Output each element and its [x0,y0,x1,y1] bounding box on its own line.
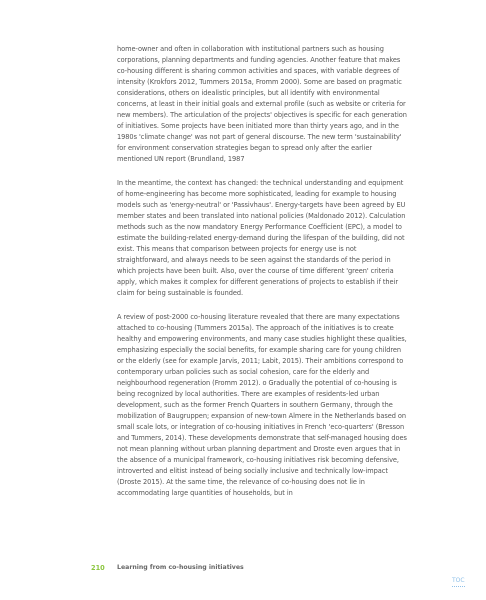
page-number: 210 [91,564,105,572]
running-title: Learning from co-housing initiatives [117,564,244,571]
paragraph: In the meantime, the context has changed: the technical understanding and equipment of home-engineering has become more sophisticated, leading for example to housing models such as 'energy-neutral' or 'Passivhaus'. Energy-targets have been agreed by EU member states and been translated into national policies (Maldonado 2012). Calculation methods such as the now mandatory Energy Performance Coefficient (EPC), a model to estimate the building-related energy-demand during the lifespan of the building, did not exist. This means that comparison between projects for energy use is not straightforward, and always needs to be seen against the standards of the period in which projects have been built. Also, over the course of time different 'green' criteria apply, which makes it complex for different generations of projects to establish if their claim for being sustainable is founded. [117,179,406,297]
page-footer [0,564,486,574]
paragraph: home-owner and often in collaboration with institutional partners such as housing corporations, planning departments and funding agencies. Another feature that makes co-housing different is sharing common activities and spaces, with variable degrees of intensity (Krokfors 2012, Tummers 2015a, Fromm 2000). Some are based on pragmatic considerations, others on idealistic principles, but all identify with environmental concerns, at least in their initial goals and external profile (such as website or criteria for new members). The articulation of the projects' objectives is specific for each generation of initiatives. Some projects have been initiated more than thirty years ago, and in the 1980s 'climate change' was not part of general discourse. The new term 'sustainability' for environment conservation strategies began to spread only after the earlier mentioned UN report (Brundland, 1987 [117,45,407,163]
body-text [117,44,407,512]
paragraph: A review of post-2000 co-housing literature revealed that there are many expectations attached to co-housing (Tummers 2015a). The approach of the initiatives is to create healthy and empowering environments, and many case studies highlight these qualities, emphasizing especially the social benefits, for example sharing care for young children or the elderly (see for example Jarvis, 2011; Labit, 2015). Their ambitions correspond to contemporary urban policies such as social cohesion, care for the elderly and neighbourhood regeneration (Fromm 2012). o Gradually the potential of co-housing is being recognized by local authorities. There are examples of residents-led urban development, such as the former French Quarters in southern Germany, through the mobilization of Baugruppen; expansion of new-town Almere in the Netherlands based on small scale lots, or integration of co-housing initiatives in French 'eco-quarters' (Bresson and Tummers, 2014). These developments demonstrate that self-managed housing does not mean planning without urban planning department and Droste even argues that in the absence of a municipal framework, co-housing initiatives risk becoming defensive, introverted and elitist instead of being socially inclusive and technically low-impact (Droste 2015). At the same time, the relevance of co-housing does not lie in accommodating large quantities of households, but in [117,313,407,497]
toc-link[interactable]: TOC [452,577,465,587]
